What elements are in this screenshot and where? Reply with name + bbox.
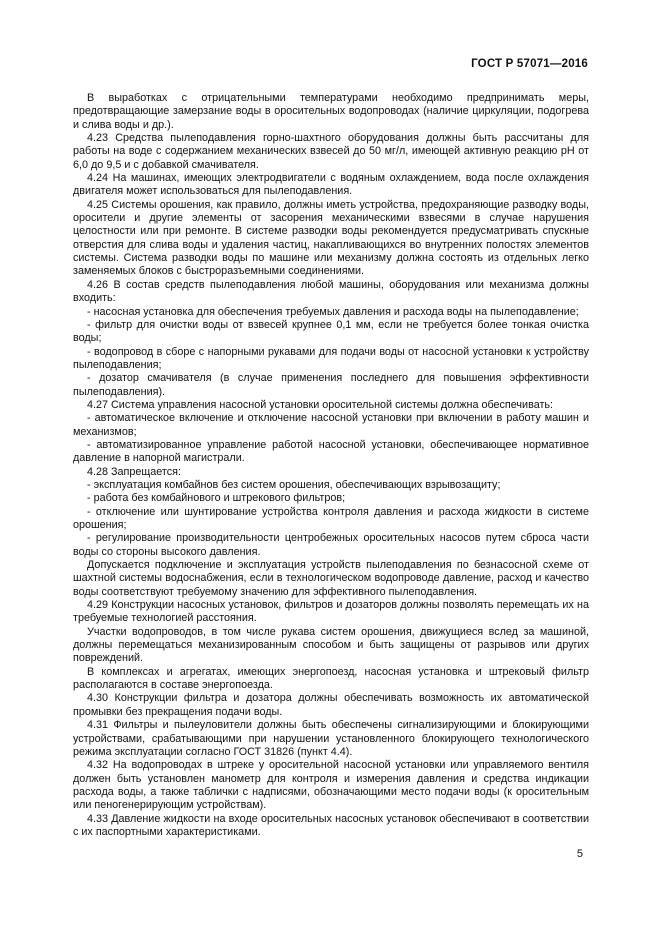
- list-item: - насосная установка для обеспечения требуемых давления и расхода воды на пылеподавление;: [87, 305, 579, 318]
- list-item: - работа без комбайнового и штрекового фильтров;: [87, 492, 346, 505]
- document-header: ГОСТ Р 57071—2016: [471, 58, 588, 70]
- paragraph: 4.29 Конструкции насосных установок, фильтров и дозаторов должны позволять перемещать их на требуемые технологией расстояния.: [73, 599, 589, 625]
- paragraph: 4.24 На машинах, имеющих электродвигатели с водяным охлаждением, вода после охлаждения двигателя может использоваться для пылеподавления.: [73, 172, 589, 198]
- paragraph: 4.31 Фильтры и пылеуловители должны быть обеспечены сигнализирующими и блокирующими устройствами, срабатывающими при нарушении установленного блокирующего технологического режима эксплуатации согласно ГОСТ 31826 (пункт 4.4).: [73, 719, 589, 758]
- paragraph: В комплексах и агрегатах, имеющих энергопоезд, насосная установка и штрековый фильтр располагаются в составе энергопоезда.: [73, 665, 589, 692]
- list-item: - эксплуатация комбайнов без систем орошения, обеспечивающих взрывозащиту;: [87, 478, 501, 491]
- list-item: - регулирование производительности центробежных оросительных насосов путем сброса части воды со стороны высокого давления.: [73, 532, 589, 558]
- paragraph: 4.32 На водопроводах в штреке у оросительной насосной установки или управляемого вентиля должен быть установлен манометр для контроля и измерения давления и средства индикации расхода воды, а также таблички с надписями, обозначающими место подачи воды (к оросительным или пеногенерирующим устройствам).: [73, 759, 589, 812]
- paragraph: В выработках с отрицательными температурами необходимо предпринимать меры, предотвращающие замерзание воды в оросительных водопроводах (наличие циркуляции, подогрева и слива воды и др.).: [73, 92, 589, 131]
- list-item: - дозатор смачивателя (в случае применения последнего для повышения эффективности пылеподавления).: [73, 372, 589, 398]
- list-item: - автоматическое включение и отключение насосной установки при включении в работу машин и механизмов;: [73, 412, 589, 438]
- list-item: - отключение или шунтирование устройства контроля давления и расхода жидкости в системе орошения;: [73, 505, 589, 531]
- paragraph: 4.33 Давление жидкости на входе оросительных насосных установок обеспечивают в соответствии с их паспортными характеристиками.: [73, 812, 589, 838]
- paragraph: 4.26 В состав средств пылеподавления любой машины, оборудования или механизма должны входить:: [73, 278, 589, 305]
- document-body: [73, 92, 589, 839]
- paragraph: 4.28 Запрещается:: [87, 465, 181, 478]
- paragraph: 4.30 Конструкции фильтра и дозатора должны обеспечивать возможность их автоматической промывки без прекращения подачи воды.: [73, 692, 589, 718]
- paragraph: 4.27 Система управления насосной установки оросительной системы должна обеспечивать:: [87, 398, 554, 411]
- list-item: - фильтр для очистки воды от взвесей крупнее 0,1 мм, если не требуется более тонкая очистка воды;: [73, 318, 589, 345]
- paragraph: 4.25 Системы орошения, как правило, должны иметь устройства, предохраняющие разводку воды, оросители и другие элементы от засорения механическими взвесями в случае нарушения целостности или при ремонте. В системе разводки воды рекомендуется предусматривать спускные отверстия для слива воды и удаления частиц, накапливающихся во внутренних полостях элементов системы. Система разводки воды по машине или механизму должна состоять из отдельных легко заменяемых блоков с быстроразъемными соединениями.: [73, 198, 589, 278]
- paragraph: Допускается подключение и эксплуатация устройств пылеподавления по безнасосной схеме от шахтной системы водоснабжения, если в технологическом водопроводе давление, расход и качество воды соответствуют требуемому значению для эффективного пылеподавления.: [73, 559, 589, 598]
- paragraph: Участки водопроводов, в том числе рукава систем орошения, движущиеся вслед за машиной, должны перемещаться механизированным способом и быть защищены от разрывов или других повреждений.: [73, 625, 589, 665]
- paragraph: 4.23 Средства пылеподавления горно-шахтного оборудования должны быть рассчитаны для работы на воде с содержанием механических взвесей до 50 мг/л, имеющей активную реакцию pH от 6,0 до 9,5 и с добавкой смачивателя.: [73, 132, 589, 171]
- list-item: - автоматизированное управление работой насосной установки, обеспечивающее нормативное давление в напорной магистрали.: [73, 438, 589, 465]
- page-number: 5: [576, 848, 583, 860]
- list-item: - водопровод в сборе с напорными рукавами для подачи воды от насосной установки к устройству пылеподавления;: [73, 345, 589, 371]
